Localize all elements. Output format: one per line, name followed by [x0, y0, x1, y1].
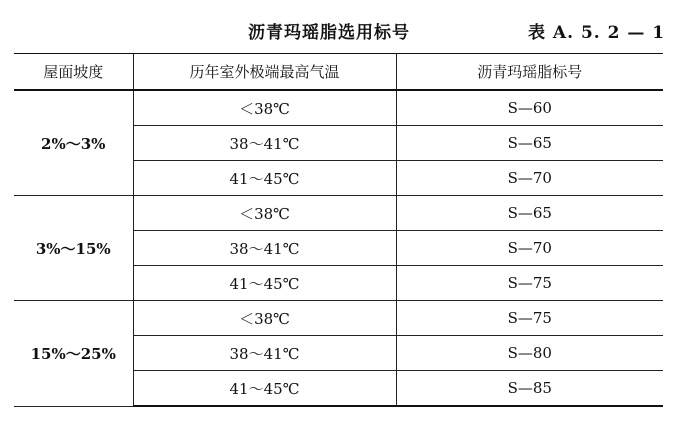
roof-slope-cell: 15%～25% [14, 301, 133, 407]
grade-cell: S—75 [396, 301, 663, 336]
header-roof-slope: 屋面坡度 [14, 54, 133, 91]
temperature-cell: 41～45℃ [133, 266, 396, 301]
grade-cell: S—65 [396, 126, 663, 161]
grade-cell: S—85 [396, 371, 663, 407]
temperature-cell: ＜38℃ [133, 301, 396, 336]
grade-cell: S—70 [396, 231, 663, 266]
grade-cell: S—65 [396, 196, 663, 231]
asphalt-grade-table [14, 53, 663, 407]
temperature-cell: 38～41℃ [133, 231, 396, 266]
temperature-cell: 41～45℃ [133, 371, 396, 407]
grade-cell: S—70 [396, 161, 663, 196]
roof-slope-cell: 2%～3% [14, 90, 133, 196]
table-row [14, 90, 663, 126]
table-row [14, 301, 663, 336]
grade-cell: S—75 [396, 266, 663, 301]
temperature-cell: ＜38℃ [133, 196, 396, 231]
table-title: 沥青玛瑶脂选用标号 [248, 23, 410, 43]
table-number: 表 A. 5. 2 — 1 [528, 23, 666, 43]
temperature-cell: ＜38℃ [133, 90, 396, 126]
grade-cell: S—80 [396, 336, 663, 371]
table-row [14, 196, 663, 231]
temperature-cell: 41～45℃ [133, 161, 396, 196]
header-max-temperature: 历年室外极端最高气温 [133, 54, 396, 91]
temperature-cell: 38～41℃ [133, 126, 396, 161]
roof-slope-cell: 3%～15% [14, 196, 133, 301]
temperature-cell: 38～41℃ [133, 336, 396, 371]
header-row [14, 54, 663, 91]
grade-cell: S—60 [396, 90, 663, 126]
header-asphalt-grade: 沥青玛瑶脂标号 [396, 54, 663, 91]
